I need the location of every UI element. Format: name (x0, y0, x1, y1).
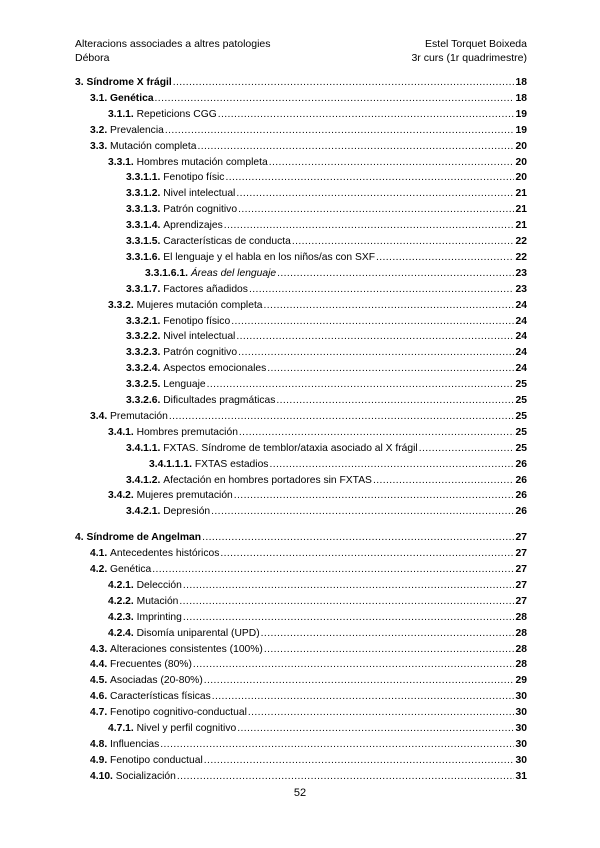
toc-entry-number: 4.3. (90, 643, 111, 655)
toc-entry[interactable] (90, 563, 527, 576)
toc-entry-number: 4.2.2. (108, 595, 137, 607)
toc-entry-title: Depresión (163, 506, 211, 518)
dot-leader (373, 474, 514, 487)
toc-entry-title: FXTAS. Síndrome de temblor/ataxia asociado al X frágil (163, 442, 418, 454)
toc-entry-title: Genética (110, 564, 152, 575)
toc-entry-title: Prevalencia (110, 124, 164, 136)
toc-entry-number: 3.1. (90, 92, 111, 104)
header-course-title: Alteracions associades a altres patologies (75, 38, 271, 50)
toc-entry-page: 27 (515, 548, 527, 560)
toc-entry-number: 4.2.4. (108, 627, 137, 639)
toc-entry-number: 4.6. (90, 691, 111, 703)
dot-leader (267, 362, 514, 375)
toc-entry-page: 30 (515, 723, 527, 734)
toc-entry-number: 3.3.2.3. (126, 347, 164, 359)
toc-entry-number: 3.3.1.3. (126, 204, 164, 216)
toc-entry[interactable] (149, 458, 527, 471)
toc-entry-page: 31 (515, 770, 527, 782)
toc-entry[interactable] (126, 283, 527, 296)
dot-leader (173, 76, 514, 89)
toc-entry-number: 4.7.1. (108, 723, 137, 734)
dot-leader (220, 547, 514, 560)
toc-entry-page: 28 (515, 659, 527, 671)
toc-entry-page: 18 (515, 92, 527, 104)
toc-entry-page: 24 (515, 331, 527, 343)
toc-entry-page: 21 (515, 220, 527, 232)
toc-entry[interactable] (90, 690, 527, 703)
toc-entry-number: 3.4.1.2. (126, 474, 164, 486)
toc-entry[interactable] (90, 140, 527, 153)
toc-entry[interactable] (126, 315, 527, 328)
toc-entry[interactable] (90, 738, 527, 751)
toc-entry[interactable] (90, 643, 527, 656)
toc-entry[interactable] (90, 706, 527, 719)
dot-leader (234, 489, 514, 502)
toc-entry-number: 3.3.2. (108, 299, 137, 311)
toc-entry[interactable] (108, 627, 527, 640)
toc-entry-title: Socialización (115, 770, 176, 782)
toc-entry-title: Frecuentes (80%) (110, 659, 192, 671)
toc-entry-title: Características físicas (110, 691, 211, 703)
toc-entry-page: 24 (515, 315, 527, 327)
toc-entry-number: 3.4.2. (108, 490, 137, 502)
toc-entry-page: 23 (515, 283, 527, 295)
toc-entry-number: 3.3.1.1. (126, 172, 164, 184)
dot-leader (237, 722, 514, 735)
toc-entry-page: 19 (515, 124, 527, 136)
dot-leader (169, 410, 514, 423)
toc-entry-title: Hombres premutación (136, 426, 238, 438)
dot-leader (419, 442, 514, 455)
toc-entry-title: Fenotipo físic (163, 172, 225, 184)
toc-entry-number: 3.3.2.6. (126, 395, 164, 406)
toc-entry[interactable] (108, 595, 527, 608)
header-author-fullname: Estel Torquet Boixeda (425, 38, 527, 50)
toc-entry[interactable] (126, 474, 527, 487)
toc-entry-page: 25 (515, 426, 527, 438)
toc-entry-number: 3. (75, 77, 87, 88)
toc-entry[interactable] (90, 124, 527, 137)
toc-entry[interactable] (108, 299, 527, 312)
toc-entry-page: 20 (515, 156, 527, 168)
dot-leader (277, 267, 514, 280)
toc-entry[interactable] (108, 722, 527, 735)
toc-entry-page: 30 (515, 754, 527, 766)
toc-entry-page: 26 (515, 506, 527, 518)
toc-entry-page: 25 (515, 395, 527, 406)
toc-entry-title: Alteraciones consistentes (100%) (110, 643, 263, 655)
header-right (411, 38, 527, 66)
toc-entry[interactable] (126, 362, 527, 375)
dot-leader (276, 394, 514, 407)
dot-leader (238, 346, 514, 359)
toc-entry-number: 4.2.1. (108, 579, 137, 591)
toc-entry-number: 4.2. (90, 564, 111, 575)
toc-entry-page: 30 (515, 707, 527, 719)
toc-entry[interactable] (126, 251, 527, 264)
toc-entry-title: Genética (110, 92, 154, 104)
dot-leader (269, 458, 514, 471)
toc-entry-title: Repeticions CGG (136, 108, 217, 120)
dot-leader (239, 426, 514, 439)
toc-entry-title: Asociadas (20-80%) (110, 675, 203, 687)
toc-entry-page: 28 (515, 611, 527, 623)
dot-leader (152, 563, 514, 576)
toc-entry-page: 26 (515, 474, 527, 486)
dot-leader (264, 643, 514, 656)
toc-entry-page: 25 (515, 410, 527, 422)
toc-entry-number: 4.4. (90, 659, 111, 671)
toc-entry-page: 26 (515, 490, 527, 502)
toc-entry-page: 30 (515, 691, 527, 703)
toc-entry-page: 27 (515, 595, 527, 607)
dot-leader (269, 156, 514, 169)
toc-entry-title: Fenotipo cognitivo-conductual (110, 707, 247, 719)
toc-entry-number: 3.3.1. (108, 156, 137, 168)
toc-entry-page: 27 (515, 532, 527, 544)
toc-entry-number: 3.3.1.5. (126, 236, 164, 247)
toc-entry-page: 21 (515, 188, 527, 200)
toc-entry-title: El lenguaje y el habla en los niños/as con SXF (163, 251, 376, 263)
dot-leader (218, 108, 514, 121)
toc-entry[interactable] (126, 171, 527, 184)
toc-entry-page: 18 (515, 77, 527, 88)
toc-entry-page: 21 (515, 204, 527, 216)
header-left (75, 38, 271, 66)
toc-entry-title: Factores añadidos (163, 283, 248, 295)
toc-entry[interactable] (126, 346, 527, 359)
dot-leader (248, 706, 514, 719)
dot-leader (231, 315, 514, 328)
toc-entry-page: 20 (515, 140, 527, 152)
dot-leader (160, 738, 514, 751)
toc-entry-title: Síndrome de Angelman (86, 532, 202, 544)
toc-entry-number: 3.4. (90, 410, 111, 422)
toc-entry[interactable] (126, 187, 527, 200)
toc-entry-page: 24 (515, 363, 527, 375)
toc-entry[interactable] (126, 442, 527, 455)
dot-leader (225, 171, 514, 184)
toc-entry-title: Hombres mutación completa (136, 156, 268, 168)
toc-entry-title: Disomía uniparental (UPD) (136, 627, 260, 639)
toc-entry[interactable] (126, 394, 527, 407)
toc-entry-title: Mutación (136, 595, 179, 607)
toc-entry-title: Mujeres mutación completa (136, 299, 263, 311)
toc-entry-title: Patrón cognitivo (163, 204, 238, 216)
toc-entry-number: 4.9. (90, 754, 111, 766)
toc-entry-page: 23 (515, 267, 527, 279)
dot-leader (177, 770, 514, 783)
toc-entry-number: 4.8. (90, 738, 111, 750)
toc-entry[interactable] (90, 92, 527, 105)
toc-entry-title: Mujeres premutación (136, 490, 233, 502)
toc-entry[interactable] (108, 108, 527, 121)
toc-entry[interactable] (90, 410, 527, 423)
toc-entry-title: Características de conducta (163, 236, 291, 247)
toc-entry-number: 3.3.1.6.1. (145, 267, 191, 279)
toc-entry-page: 27 (515, 579, 527, 591)
dot-leader (204, 674, 514, 687)
dot-leader (197, 140, 514, 153)
dot-leader (207, 378, 514, 391)
toc-entry-number: 4.10. (90, 770, 116, 782)
toc-entry[interactable] (75, 531, 527, 544)
toc-entry-title: Aspectos emocionales (163, 363, 267, 375)
dot-leader (193, 658, 514, 671)
toc-entry-title: Mutación completa (110, 140, 197, 152)
toc-entry-title: Lenguaje (163, 379, 206, 391)
toc-entry-number: 3.2. (90, 124, 111, 136)
toc-entry-title: Síndrome X frágil (86, 77, 172, 88)
toc-entry[interactable] (126, 378, 527, 391)
dot-leader (249, 283, 514, 296)
toc-entry[interactable] (108, 489, 527, 502)
toc-entry[interactable] (75, 76, 527, 89)
toc-entry-page: 28 (515, 627, 527, 639)
toc-entry-number: 3.4.1.1.1. (149, 458, 195, 470)
toc-entry-title: Antecedentes históricos (110, 548, 220, 560)
toc-entry-number: 3.3. (90, 140, 111, 152)
toc-entry-page: 27 (515, 564, 527, 575)
toc-entry-number: 3.1.1. (108, 108, 137, 120)
toc-entry-number: 4.5. (90, 675, 111, 687)
toc-entry-title: Premutación (110, 410, 168, 422)
toc-entry[interactable] (90, 754, 527, 767)
dot-leader (211, 505, 514, 518)
toc-entry[interactable] (145, 267, 527, 280)
toc-entry-page: 26 (515, 458, 527, 470)
toc-entry-number: 4.2.3. (108, 611, 137, 623)
toc-entry-title: Fenotipo físico (163, 315, 231, 327)
toc-entry-number: 4.1. (90, 548, 111, 560)
dot-leader (224, 219, 514, 232)
dot-leader (238, 203, 514, 216)
toc-entry-number: 3.4.1.1. (126, 442, 164, 454)
dot-leader (292, 235, 514, 248)
dot-leader (261, 627, 514, 640)
dot-leader (183, 579, 514, 592)
toc-entry-page: 24 (515, 347, 527, 359)
toc-entry[interactable] (126, 330, 527, 343)
toc-entry-page: 25 (515, 442, 527, 454)
toc-entry-title: FXTAS estadios (194, 458, 269, 470)
toc-entry-page: 30 (515, 738, 527, 750)
toc-entry-title: Delección (136, 579, 182, 591)
toc-entry-title: Áreas del lenguaje (190, 267, 277, 279)
toc-entry-number: 3.3.1.6. (126, 251, 164, 263)
toc-entry-title: Dificultades pragmáticas (163, 395, 276, 406)
dot-leader (202, 531, 514, 544)
toc-entry[interactable] (126, 505, 527, 518)
dot-leader (376, 251, 514, 264)
toc-entry-page: 29 (515, 675, 527, 687)
toc-entry-page: 24 (515, 299, 527, 311)
header-course-term: 3r curs (1r quadrimestre) (411, 52, 527, 64)
toc-entry-page: 19 (515, 108, 527, 120)
toc-entry-page: 28 (515, 643, 527, 655)
toc-entry-title: Nivel intelectual (163, 331, 236, 343)
dot-leader (236, 330, 514, 343)
toc-entry-number: 3.4.2.1. (126, 506, 164, 518)
toc-entry-title: Fenotipo conductual (110, 754, 203, 766)
dot-leader (179, 595, 514, 608)
toc-entry-title: Influencias (110, 738, 160, 750)
dot-leader (183, 611, 514, 624)
toc-entry-title: Aprendizajes (163, 220, 223, 232)
toc-entry-number: 3.3.2.4. (126, 363, 164, 375)
dot-leader (264, 299, 514, 312)
toc-entry[interactable] (108, 156, 527, 169)
toc-entry[interactable] (90, 770, 527, 783)
toc-entry-page: 25 (515, 379, 527, 391)
toc-entry-number: 4. (75, 532, 87, 544)
dot-leader (212, 690, 514, 703)
toc-entry-page: 20 (515, 172, 527, 184)
toc-entry-number: 3.3.1.7. (126, 283, 164, 295)
toc-entry-number: 4.7. (90, 707, 111, 719)
toc-entry[interactable] (90, 658, 527, 671)
header-author-name: Débora (75, 52, 110, 64)
toc-entry[interactable] (90, 547, 527, 560)
toc-entry[interactable] (108, 426, 527, 439)
toc-entry-title: Patrón cognitivo (163, 347, 238, 359)
toc-entry[interactable] (90, 674, 527, 687)
toc-entry[interactable] (108, 579, 527, 592)
dot-leader (155, 92, 514, 105)
toc-entry-title: Imprinting (136, 611, 182, 623)
toc-entry-title: Nivel y perfil cognitivo (136, 723, 237, 734)
toc-entry-number: 3.3.1.4. (126, 220, 164, 232)
toc-entry-number: 3.3.2.1. (126, 315, 164, 327)
toc-entry-title: Afectación en hombres portadores sin FXTAS (163, 474, 372, 486)
toc-entry[interactable] (126, 235, 527, 248)
toc-entry[interactable] (126, 203, 527, 216)
toc-entry-number: 3.3.2.2. (126, 331, 164, 343)
toc-entry-number: 3.3.1.2. (126, 188, 164, 200)
toc-entry-page: 22 (515, 236, 527, 247)
toc-entry-title: Nivel intelectual (163, 188, 236, 200)
dot-leader (204, 754, 514, 767)
toc-entry[interactable] (126, 219, 527, 232)
toc-entry-page: 22 (515, 251, 527, 263)
toc-entry[interactable] (108, 611, 527, 624)
dot-leader (236, 187, 514, 200)
toc-entry-number: 3.4.1. (108, 426, 137, 438)
dot-leader (165, 124, 514, 137)
page-number: 52 (293, 787, 307, 799)
toc-entry-number: 3.3.2.5. (126, 379, 164, 391)
